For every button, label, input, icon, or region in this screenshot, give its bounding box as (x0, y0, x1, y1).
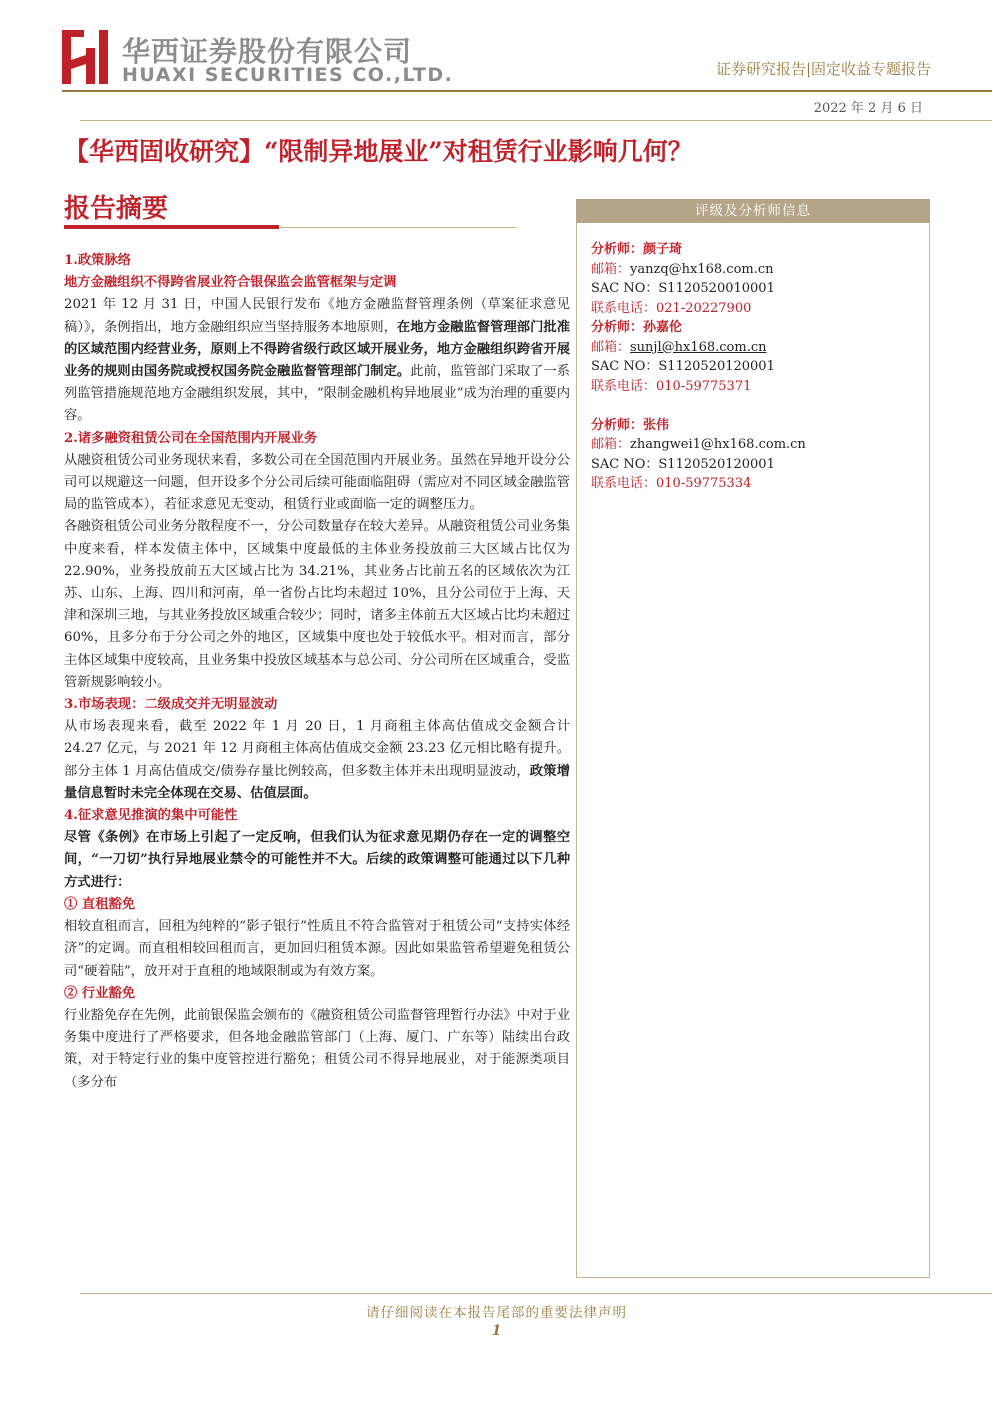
company-name-cn: 华西证券股份有限公司 (122, 35, 413, 68)
text-run: 从市场表现来看，截至 2022 年 1 月 20 日，1 月商租主体高估值成交金额合计 24.27 亿元，与 2021 年 12 月商租主体高估值成交金额 23.23 亿元相比略有提升。部分主体 1 月高估值成交/债券存量比例较高，但多数主体并未出现明显波动， (64, 719, 570, 779)
report-date: 2022 年 2 月 6 日 (813, 101, 923, 116)
paragraph: 各融资租赁公司业务分散程度不一，分公司数量存在较大差异。从融资租赁公司业务集中度来看，样本发债主体中，区域集中度最低的主体业务投放前三大区域占比仅为 22.90%，业务投放前五大区域占比为 34.21%，其业务占比前五名的区域依次为江苏、山东、上海、四川和河南，单一省份占比均未超过 10%，且分公司位于上海、天津和深圳三地，与其业务投放区域重合较少；同时，诸多主体前五大区域占比均未超过 60%，且多分布于分公司之外的地区，区域集中度也处于较低水平。相对而言，部分主体区域集中度较高，且业务集中投放区域基本与总公司、分公司所在区域重合，受监管新规影响较小。 (64, 519, 570, 690)
analyst-email[interactable]: zhangwei1@hx168.com.cn (630, 437, 806, 452)
analyst-name: 分析师：孙嘉伦 (591, 320, 683, 335)
paragraph: 相较直租而言，回租为纯粹的“影子银行”性质且不符合监管对于租赁公司“支持实体经济”的定调。而直租相较回租而言，更加回归租赁本源。因此如果监管希望避免租赁公司“硬着陆”，放开对于直租的地域限制或为有效方案。 (64, 919, 570, 979)
section-heading: 3.市场表现：二级成交并无明显波动 (64, 697, 278, 713)
analyst-list (591, 240, 921, 494)
paragraph: 行业豁免存在先例，此前银保监会颁布的《融资租赁公司监督管理暂行办法》中对于业务集中度进行了严格要求，但各地金融监管部门（上海、厦门、广东等）陆续出台政策，对于特定行业的集中度管控进行豁免；租赁公司不得异地展业，对于能源类项目（多分布 (64, 1007, 570, 1090)
footer-divider (80, 1293, 992, 1294)
analyst-sac: SAC NO：S1120520010001 (591, 281, 775, 296)
header-divider (62, 90, 992, 92)
email-label: 邮箱： (591, 261, 631, 277)
option-heading: ① 直租豁免 (64, 896, 136, 912)
analyst-phone: 联系电话：021-20227900 (591, 300, 752, 316)
option-heading: ② 行业豁免 (64, 985, 136, 1001)
date-divider (80, 120, 992, 121)
text-run: 2021 年 12 月 31 日，中国人民银行发布《地方金融监督管理条例（草案征求意见稿）》，条例指出，地方金融组织应当坚持服务本地原则， (64, 297, 570, 335)
analyst-card (591, 240, 921, 318)
text-run: 此前，监管部门采取了一系列监管措施规范地方金融组织发展，其中，“限制金融机构异地展业”成为治理的重要内容。 (64, 364, 571, 424)
analyst-phone: 联系电话：010-59775371 (591, 378, 752, 394)
analyst-email[interactable]: yanzq@hx168.com.cn (630, 261, 774, 277)
analyst-sac: SAC NO：S1120520120001 (591, 359, 775, 374)
summary-body (64, 250, 570, 1094)
email-label: 邮箱： (591, 437, 631, 452)
page-number: 1 (491, 1323, 502, 1339)
analyst-name: 分析师：颜子琦 (591, 242, 683, 257)
analyst-phone: 联系电话：010-59775334 (591, 476, 752, 491)
paragraph (64, 716, 570, 805)
analyst-card (591, 416, 921, 494)
paragraph: 尽管《条例》在市场上引起了一定反响，但我们认为征求意见期仍存在一定的调整空间，“一刀切”执行异地展业禁令的可能性并不大。后续的政策调整可能通过以下几种方式进行： (64, 830, 570, 890)
report-type: 证券研究报告|固定收益专题报告 (715, 60, 931, 78)
summary-heading: 报告摘要 (64, 194, 169, 224)
analyst-sac: SAC NO：S1120520120001 (591, 456, 775, 472)
summary-rule (279, 227, 517, 228)
section-subheading: 地方金融组织不得跨省展业符合银保监会监管框架与定调 (64, 275, 397, 291)
analyst-email[interactable]: sunjl@hx168.com.cn (630, 339, 767, 355)
summary-underline (64, 225, 279, 229)
section-heading: 4.征求意见推演的集中可能性 (64, 808, 238, 824)
report-title: 【华西固收研究】“限制异地展业”对租赁行业影响几何？ (64, 137, 693, 166)
huaxi-logo-icon (62, 30, 108, 84)
legal-notice: 请仔细阅读在本报告尾部的重要法律声明 (366, 1305, 627, 1321)
section-heading: 1.政策脉络 (64, 253, 132, 268)
analyst-card (591, 318, 921, 396)
analyst-name: 分析师：张伟 (591, 417, 670, 433)
bold-text-run: 政策增量信息暂时未完全体现在交易、估值层面。 (64, 763, 570, 801)
paragraph (64, 294, 570, 427)
section-heading: 2.诸多融资租赁公司在全国范围内开展业务 (64, 430, 318, 446)
bold-text-run: 在地方金融监督管理部门批准的区域范围内经营业务，原则上不得跨省级行政区域开展业务，地方金融组织跨省开展业务的规则由国务院或授权国务院金融监督管理部门制定。 (64, 319, 571, 380)
paragraph: 从融资租赁公司业务现状来看，多数公司在全国范围内开展业务。虽然在异地开设分公司可以规避这一问题，但开设多个分公司后续可能面临阻碍（需应对不同区域金融监管局的监管成本），若征求意见无变动，租赁行业或面临一定的调整压力。 (64, 452, 570, 513)
spacer (591, 396, 921, 416)
company-name-en: HUAXI SECURITIES CO.,LTD. (122, 64, 454, 86)
email-label: 邮箱： (591, 339, 631, 355)
sidebar-heading: 评级及分析师信息 (576, 199, 930, 223)
